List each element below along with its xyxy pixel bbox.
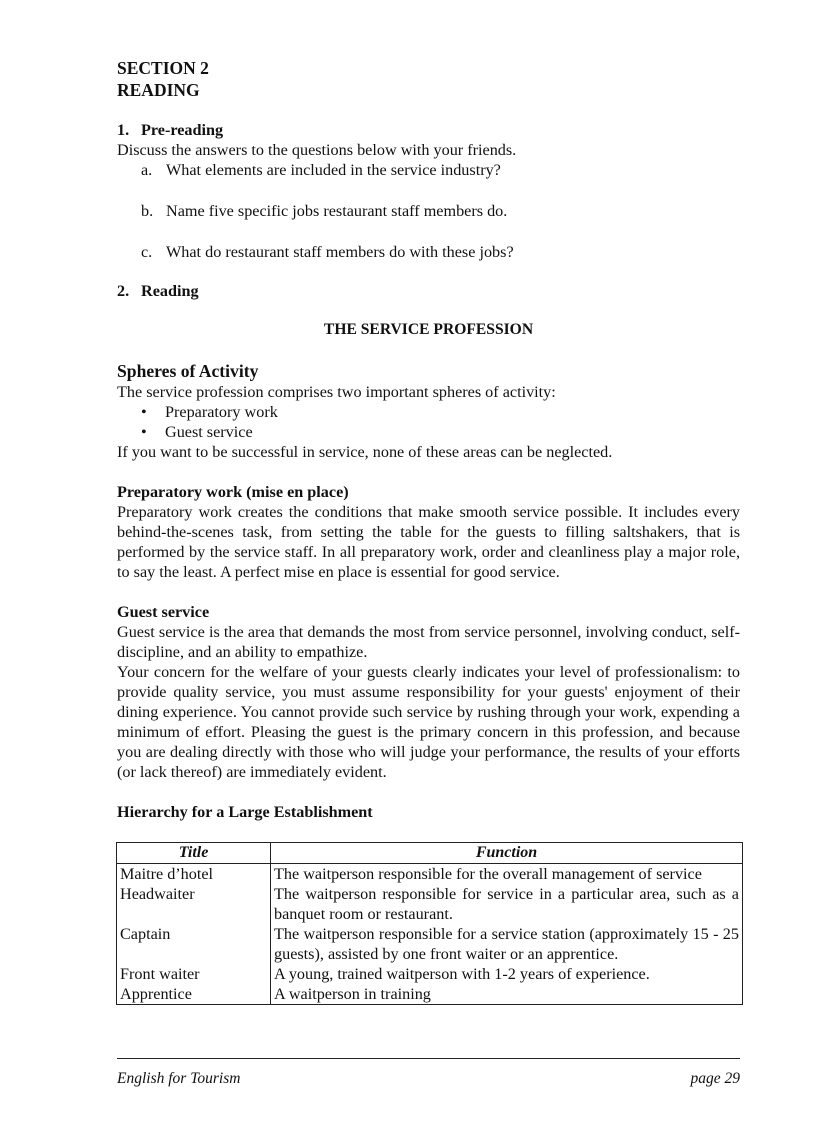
question-item bbox=[117, 201, 740, 221]
preparatory-body: Preparatory work creates the conditions that make smooth service possible. It includes every behind-the-scenes task, from setting the table for the guests to filling saltshakers, that is performed by the service staff. In all preparatory work, order and cleanliness play a major role, to say the least. A perfect mise en place is essential for good service. bbox=[117, 503, 740, 581]
question-letter: b. bbox=[141, 202, 154, 220]
guest-service-heading: Guest service bbox=[117, 603, 210, 621]
row-title: Front waiter bbox=[117, 964, 271, 984]
column-header-title: Title bbox=[117, 843, 271, 864]
table-row bbox=[117, 864, 743, 885]
question-item bbox=[117, 242, 740, 262]
table-row bbox=[117, 884, 743, 924]
hierarchy-table bbox=[116, 842, 743, 1005]
row-title: Headwaiter bbox=[117, 884, 271, 924]
question-text: What do restaurant staff members do with these jobs? bbox=[166, 243, 514, 261]
row-function: A young, trained waitperson with 1-2 years of experience. bbox=[271, 964, 743, 984]
question-list bbox=[117, 160, 740, 262]
footer-book-title: English for Tourism bbox=[117, 1070, 241, 1087]
section-number: SECTION 2 bbox=[117, 58, 209, 78]
guest-service-body-1: Guest service is the area that demands the most from service personnel, involving conduct, self-discipline, and an ability to empathize. bbox=[117, 623, 740, 661]
question-letter: a. bbox=[141, 161, 153, 179]
row-function: A waitperson in training bbox=[271, 984, 743, 1005]
row-title: Maitre d’hotel bbox=[117, 864, 271, 885]
column-header-function: Function bbox=[271, 843, 743, 864]
hierarchy-heading: Hierarchy for a Large Establishment bbox=[117, 803, 373, 821]
guest-service-body-2: Your concern for the welfare of your guests clearly indicates your level of professionalism: to provide quality service, you must assume responsibility for your guests' enjoyment of their dining experience. You cannot provide such service by rushing through your work, expending a minimum of effort. Pleasing the guest is the primary concern in this profession, and because you are dealing directly with those who will judge your performance, the results of your efforts (or lack thereof) are immediately evident. bbox=[117, 663, 740, 781]
bullet-text: Guest service bbox=[165, 423, 253, 441]
reading-heading bbox=[117, 281, 740, 301]
section-title: READING bbox=[117, 79, 200, 100]
preparatory-heading: Preparatory work (mise en place) bbox=[117, 483, 349, 501]
bullet-icon: • bbox=[141, 423, 147, 441]
reading-heading-text: Reading bbox=[141, 282, 199, 300]
page-footer bbox=[117, 1058, 740, 1089]
question-text: Name five specific jobs restaurant staff members do. bbox=[166, 202, 508, 220]
bullet-item bbox=[117, 402, 740, 422]
bullet-icon: • bbox=[141, 403, 147, 421]
row-title: Apprentice bbox=[117, 984, 271, 1005]
row-function: The waitperson responsible for service in a particular area, such as a banquet room or restaurant. bbox=[271, 884, 743, 924]
spheres-heading: Spheres of Activity bbox=[117, 361, 259, 381]
bullet-text: Preparatory work bbox=[165, 403, 278, 421]
footer-page-number: page 29 bbox=[690, 1070, 740, 1087]
spheres-closing: If you want to be successful in service, none of these areas can be neglected. bbox=[117, 443, 613, 461]
question-letter: c. bbox=[141, 243, 153, 261]
prereading-number: 1. bbox=[117, 121, 130, 139]
table-header-row bbox=[117, 843, 743, 864]
bullet-item bbox=[117, 422, 740, 442]
reading-number: 2. bbox=[117, 282, 130, 300]
article-title: THE SERVICE PROFESSION bbox=[323, 321, 534, 338]
prereading-heading-text: Pre-reading bbox=[141, 121, 224, 139]
page-content bbox=[117, 58, 740, 1005]
prereading-intro: Discuss the answers to the questions below with your friends. bbox=[117, 141, 517, 159]
row-function: The waitperson responsible for the overall management of service bbox=[271, 864, 743, 885]
table-row bbox=[117, 924, 743, 964]
table-row bbox=[117, 984, 743, 1005]
spheres-intro: The service profession comprises two important spheres of activity: bbox=[117, 383, 556, 401]
row-title: Captain bbox=[117, 924, 271, 964]
prereading-heading bbox=[117, 120, 740, 140]
question-item bbox=[117, 160, 740, 180]
question-text: What elements are included in the service industry? bbox=[166, 161, 501, 179]
spheres-bullet-list bbox=[117, 402, 740, 442]
table-row bbox=[117, 964, 743, 984]
row-function: The waitperson responsible for a service station (approximately 15 - 25 guests), assisted by one front waiter or an apprentice. bbox=[271, 924, 743, 964]
